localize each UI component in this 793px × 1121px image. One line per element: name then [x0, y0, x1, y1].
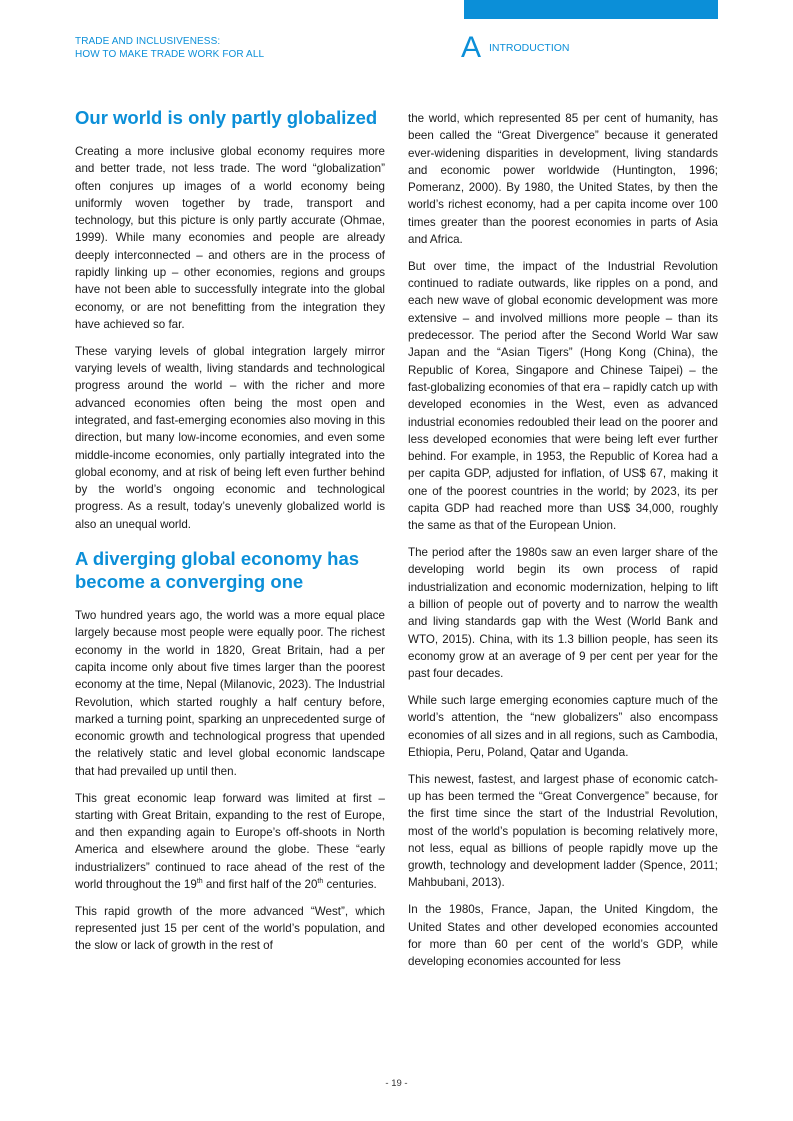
text-run: and first half of the 20: [202, 877, 318, 891]
header-accent-bar: [464, 0, 718, 19]
paragraph: While such large emerging economies capture much of the world’s attention, the “new globalizers” also encompass economies of all sizes and in all regions, such as Cambodia, Ethiopia, Peru, Poland, Qatar and Uganda.: [408, 694, 718, 759]
section-marker: [461, 33, 570, 63]
heading-diverging-economy: A diverging global economy has become a converging one: [75, 548, 360, 593]
paragraph: the world, which represented 85 per cent of humanity, has been called the “Great Divergence” because it generated ever-widening disparities in development, living standards and economic power worldwide (Huntington, 1996; Pomeranz, 2000). By 1980, the United States, by then the world’s richest economy, had a per capita income over 100 times greater than the poorest economies in parts of Asia and Africa.: [408, 112, 718, 247]
text-run: centuries.: [323, 877, 377, 891]
paragraph: [75, 790, 385, 894]
running-head-line-1: TRADE AND INCLUSIVENESS:: [75, 36, 221, 47]
section-letter: A: [461, 31, 482, 64]
right-column: [408, 110, 718, 980]
section-name: INTRODUCTION: [489, 42, 570, 54]
running-head-line-2: HOW TO MAKE TRADE WORK FOR ALL: [75, 48, 265, 60]
paragraph: But over time, the impact of the Industrial Revolution continued to radiate outwards, like ripples on a pond, and each new wave of global economic development was more extensive – and involved millions more people – than its predecessor. The period after the Second World War saw Japan and the “Asian Tigers” (Hong Kong (China), the Republic of Korea, Singapore and Chinese Taipei) – the fast-globalizing economies of that era – rapidly catch up with developed economies in the West, even as advanced industrial economies redoubled their lead on the poorer and less developed economies that were being left ever further behind. For example, in 1953, the Republic of Korea had a per capita GDP, adjusted for inflation, of US$ 67, making it one of the poorest countries in the world; by 2023, its per capita GDP had reached more than US$ 34,000, roughly the same as that of the European Union.: [408, 259, 718, 533]
paragraph: This newest, fastest, and largest phase of economic catch-up has been termed the “Great Convergence” because, for the first time since the start of the Industrial Revolution, most of the world’s population is becoming relatively more, not less, equal as billions of people rapidly move up the growth, technology and development ladder (Spence, 2011; Mahbubani, 2013).: [408, 772, 718, 890]
superscript: th: [196, 878, 203, 886]
heading-partly-globalized: Our world is only partly globalized: [75, 107, 378, 128]
superscript: th: [317, 878, 324, 886]
paragraph: Creating a more inclusive global economy requires more and better trade, not less trade. The word “globalization” often conjures up images of a world economy being uniformly woven together by trade, transport and technology, but this picture is only partly accurate (Ohmae, 1999). While many economies and people are already deeply interconnected – and others are in the process of rapidly linking up – other economies, regions and groups have not been able to successfully integrate into the global economy, or are not benefitting from the integration they have achieved so far.: [75, 145, 385, 331]
left-column: [75, 106, 385, 964]
paragraph: These varying levels of global integration largely mirror varying levels of wealth, living standards and technological progress around the world – with the richer and more advanced economies often being the most open and integrated, and fast-emerging economies also moving in this direction, but many low-income economies, and even some middle-income economies, only partially integrated into the global economy, and at risk of being left even further behind by the world’s ongoing economic and technological progress. As a result, today’s unevenly globalized world is also an unequal world.: [75, 344, 385, 531]
paragraph: The period after the 1980s saw an even larger share of the developing world begin its own process of rapid industrialization and economic modernization, helping to lift a billion of people out of poverty and to narrow the wealth and living standards gap with the West (World Bank and WTO, 2015). China, with its 1.3 billion people, has seen its economy grow at an average of 9 per cent per year for the past four decades.: [408, 546, 718, 681]
running-head: [75, 36, 264, 61]
paragraph: Two hundred years ago, the world was a more equal place largely because most people were equally poor. The richest economy in the world in 1820, Great Britain, had a per capita income only about five times larger than the poorest economy at the time, Nepal (Milanovic, 2023). The Industrial Revolution, which started roughly a half century before, marked a turning point, sparking an unprecedented surge of economic growth and technological progress that upended the relatively static and level global economic landscape that had prevailed up until then.: [75, 609, 385, 778]
paragraph: This rapid growth of the more advanced “West”, which represented just 15 per cent of the world’s population, and the slow or lack of growth in the rest of: [75, 904, 385, 953]
paragraph: In the 1980s, France, Japan, the United Kingdom, the United States and other developed economies accounted for more than 60 per cent of the world’s GDP, while developing economies accounted for less: [408, 903, 718, 969]
page-number: - 19 -: [385, 1078, 408, 1089]
text-run: This great economic leap forward was limited at first – starting with Great Britain, expanding to the rest of Europe, and then expanding again to Europe’s off-shoots in North America and elsewhere around the globe. These “early industrializers” continued to race ahead of the rest of the world throughout the 19: [75, 791, 385, 891]
